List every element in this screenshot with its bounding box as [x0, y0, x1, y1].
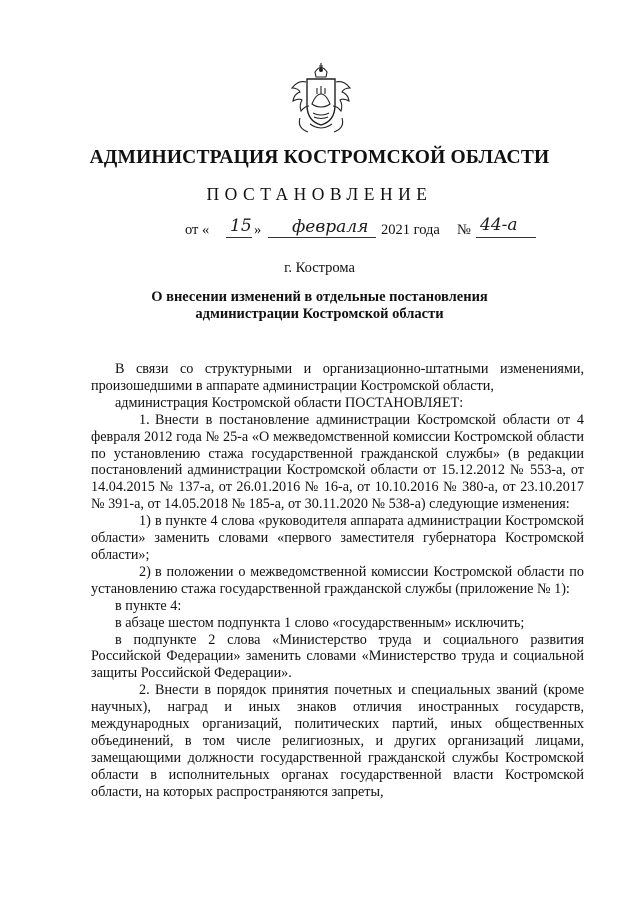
date-number-line — [0, 215, 639, 250]
subitem-2-number: 2) — [139, 563, 151, 580]
item-2 — [91, 682, 584, 800]
month-underline — [268, 237, 376, 238]
item-2-text: Внести в порядок принятия почетных и специальных званий (кроме научных), наград и иных знаков отличия иностранных государств, международных организаций, политических партий, иных общественных объединений, в том числе религиозных, и других организаций лицами, замещающими должности государственной гражданской службы Костромской области в исполнительных органах государственной власти Костромской области, на которых распространяются запреты, — [91, 682, 584, 800]
document-subject — [0, 289, 639, 323]
date-prefix: от « — [185, 222, 210, 238]
subitem-1-text: в пункте 4 слова «руководителя аппарата администрации Костромской области» заменить словами «первого заместителя губернатора Костромской области»; — [91, 513, 584, 563]
date-quote-close: » — [254, 222, 262, 238]
subitem-1 — [91, 513, 584, 564]
item-1 — [91, 412, 584, 513]
number-underline — [476, 237, 536, 238]
day-underline — [226, 237, 252, 238]
city: г. Кострома — [284, 260, 355, 276]
item-2-number: 2. — [139, 682, 150, 699]
point-4-line-2: в подпункте 2 слова «Министерство труда и социального развития Российской Федерации» заменить словами «Министерство труда и социальной защиты Российской Федерации». — [91, 631, 584, 682]
subject-line-2: администрации Костромской области — [195, 306, 444, 322]
date-year: 2021 года — [381, 222, 440, 238]
doc-number-handwritten: 44-а — [480, 215, 518, 235]
resolution-line: администрация Костромской области ПОСТАНОВЛЯЕТ: — [115, 394, 464, 411]
point-4-line-1: в абзаце шестом подпункта 1 слово «государственным» исключить; — [115, 614, 525, 631]
document-body — [91, 361, 584, 801]
date-day-handwritten: 15 — [230, 216, 252, 236]
date-month-handwritten: февраля — [292, 217, 369, 237]
point-4-label: в пункте 4: — [115, 597, 182, 614]
item-1-text: Внести в постановление администрации Костромской области от 4 февраля 2012 года № 25-а «О межведомственной комиссии Костромской области по установлению стажа государственной гражданской службы» (в редакции постановлений администрации Костромской области от 15.12.2012 № 553-а, от 14.04.2015 № 137-а, от 26.01.2016 № 16-а, от 10.10.2016 № 380-а, от 23.10.2017 № 391-а, от 14.05.2018 № 185-а, от 30.11.2020 № 538-а) следующие изменения: — [91, 411, 584, 513]
number-sign: № — [457, 222, 471, 238]
document-type: ПОСТАНОВЛЕНИЕ — [206, 184, 433, 204]
coat-of-arms-emblem — [286, 58, 356, 138]
subitem-1-number: 1) — [139, 513, 151, 530]
subitem-2 — [91, 564, 584, 598]
item-1-number: 1. — [139, 411, 150, 428]
subitem-2-text: в положении о межведомственной комиссии Костромской области по установлению стажа государственной гражданской службы (приложение № 1): — [91, 563, 584, 597]
organization-title: АДМИНИСТРАЦИЯ КОСТРОМСКОЙ ОБЛАСТИ — [89, 147, 550, 168]
intro-paragraph: В связи со структурными и организационно-штатными изменениями, произошедшими в аппарате администрации Костромской области, — [91, 361, 584, 394]
subject-line-1: О внесении изменений в отдельные постановления — [151, 289, 488, 305]
